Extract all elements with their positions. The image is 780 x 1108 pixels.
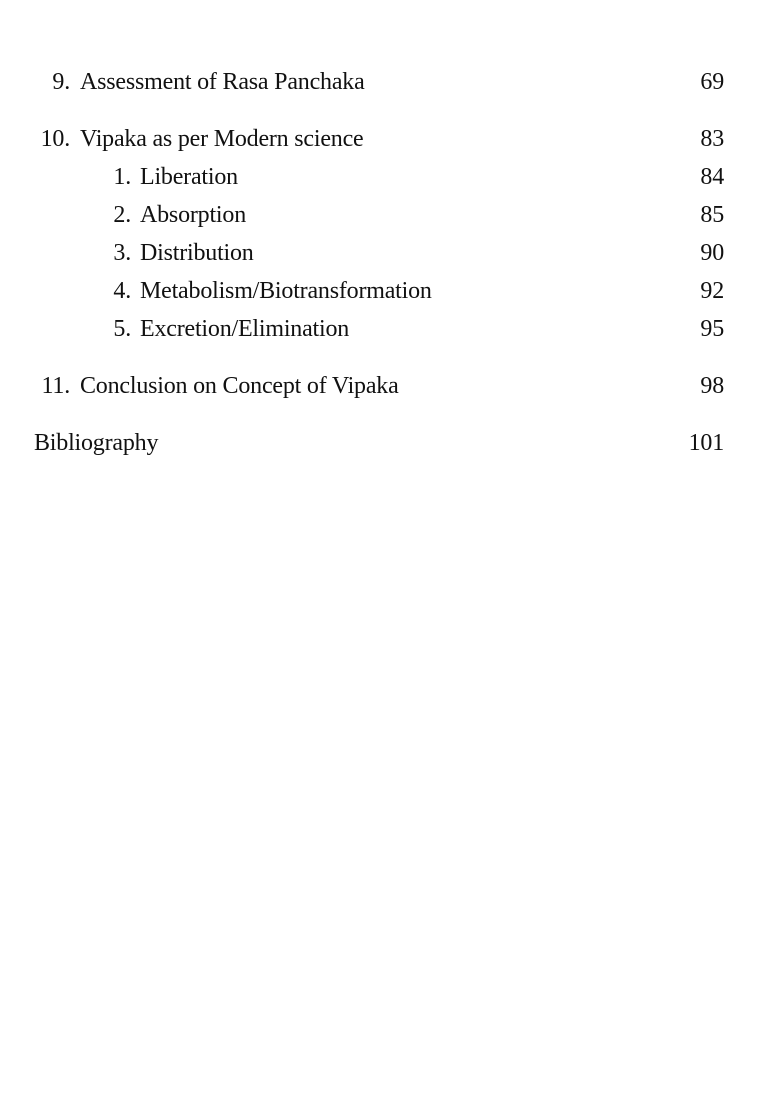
entry-title: Liberation bbox=[140, 164, 238, 190]
entry-page-number: 101 bbox=[688, 430, 724, 456]
entry-page-number: 92 bbox=[700, 278, 724, 304]
entry-number: 2. bbox=[113, 202, 131, 228]
entry-title: Excretion/Elimination bbox=[140, 316, 350, 342]
toc-entry-section-10-4[interactable] bbox=[0, 274, 780, 308]
entry-number: 1. bbox=[113, 164, 131, 190]
entry-number: 10. bbox=[40, 126, 70, 152]
entry-title: Bibliography bbox=[34, 430, 159, 456]
entry-number: 3. bbox=[113, 240, 131, 266]
entry-page-number: 83 bbox=[700, 126, 724, 152]
toc-entry-section-10-2[interactable] bbox=[0, 198, 780, 232]
entry-page-number: 69 bbox=[700, 69, 724, 95]
entry-page-number: 98 bbox=[700, 373, 724, 399]
entry-page-number: 90 bbox=[700, 240, 724, 266]
entry-page-number: 95 bbox=[700, 316, 724, 342]
toc-entry-section-10-3[interactable] bbox=[0, 236, 780, 270]
entry-page-number: 85 bbox=[700, 202, 724, 228]
toc-entry-chapter-10[interactable] bbox=[0, 122, 780, 156]
entry-title: Vipaka as per Modern science bbox=[80, 126, 364, 152]
entry-number: 5. bbox=[113, 316, 131, 342]
toc-entry-chapter-9[interactable] bbox=[0, 65, 780, 99]
entry-number: 9. bbox=[52, 69, 70, 95]
entry-title: Assessment of Rasa Panchaka bbox=[80, 69, 365, 95]
toc-entry-section-10-5[interactable] bbox=[0, 312, 780, 346]
toc-entry-chapter-11[interactable] bbox=[0, 369, 780, 403]
entry-title: Absorption bbox=[140, 202, 247, 228]
toc-entry-section-10-1[interactable] bbox=[0, 160, 780, 194]
entry-title: Conclusion on Concept of Vipaka bbox=[80, 373, 399, 399]
entry-title: Metabolism/Biotransformation bbox=[140, 278, 432, 304]
entry-page-number: 84 bbox=[700, 164, 724, 190]
entry-number: 11. bbox=[41, 373, 70, 399]
entry-number: 4. bbox=[113, 278, 131, 304]
entry-title: Distribution bbox=[140, 240, 254, 266]
toc-entry-bibliography[interactable] bbox=[0, 426, 780, 460]
